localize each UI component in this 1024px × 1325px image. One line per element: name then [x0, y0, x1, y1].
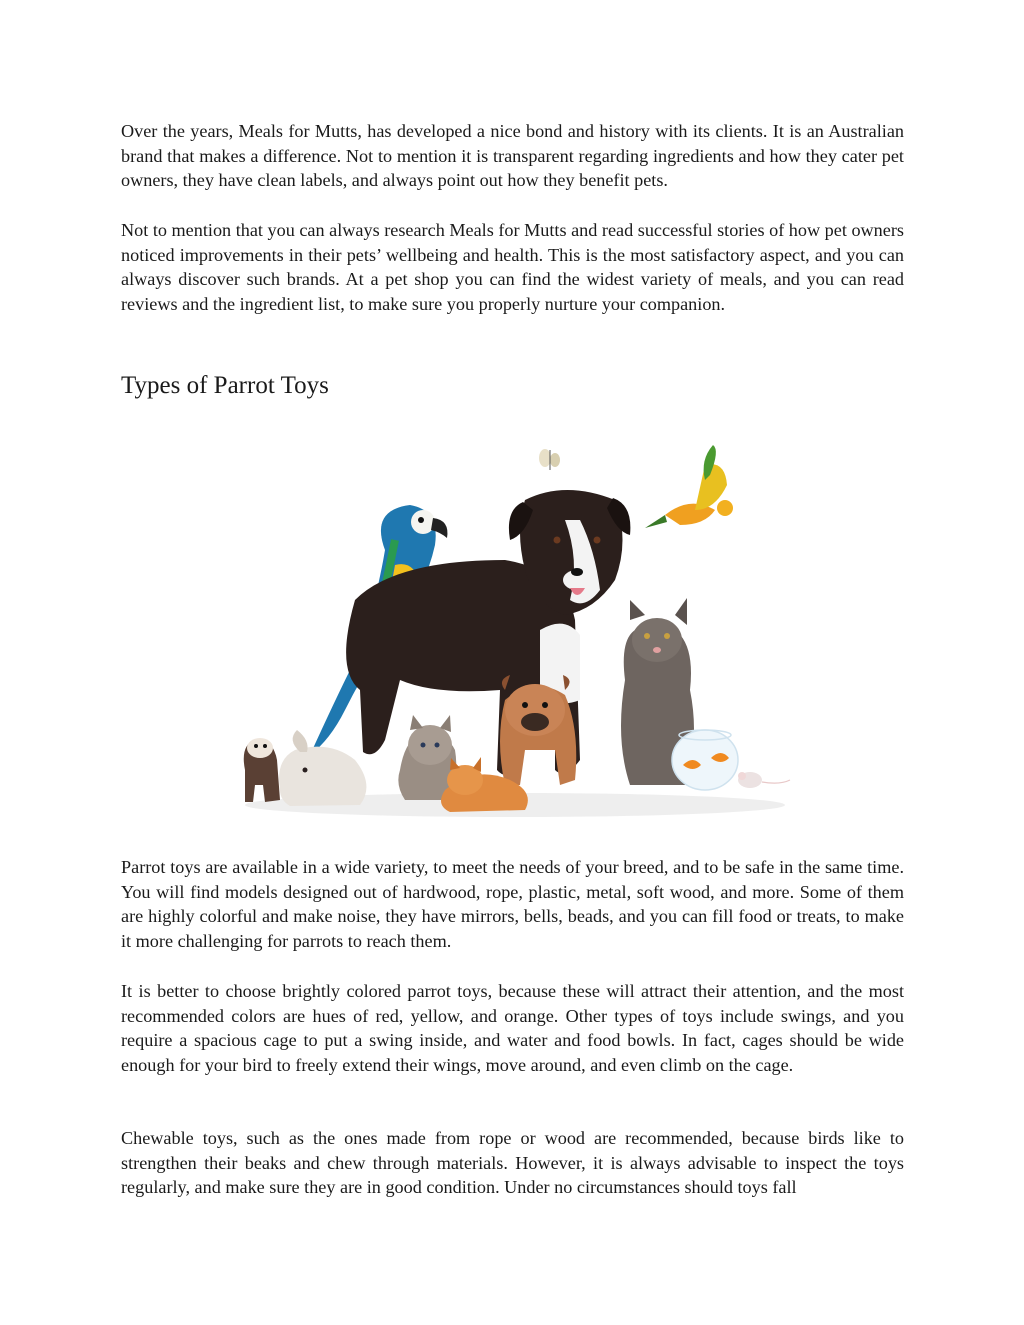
pets-group-photo: [235, 440, 800, 830]
fishbowl-icon: [672, 730, 738, 790]
section-heading: Types of Parrot Toys: [121, 372, 329, 399]
paragraph-meals-for-mutts-history: Over the years, Meals for Mutts, has developed a nice bond and history with its clients. It is an Australian brand that makes a difference. Not to mention it is transparent regarding ingredients and how they cater pet owners, they have clean labels, and always point out how they benefit pets.: [121, 121, 904, 191]
paragraph-meals-for-mutts-research: Not to mention that you can always research Meals for Mutts and read successful stories of how pet owners noticed improvements in their pets’ wellbeing and health. This is the most satisfactory aspect, and you can always discover such brands. At a pet shop you can find the widest variety of meals, and you can read reviews and the ingredient list, to make sure you properly nurture your companion.: [121, 220, 904, 314]
paragraph-brightly-colored-toys: It is better to choose brightly colored parrot toys, because these will attract their attention, and the most recommended colors are hues of red, yellow, and orange. Other types of toys include swings, and you require a spacious cage to put a swing inside, and water and food bowls. In fact, cages should be wide enough for your bird to freely extend their wings, move around, and even climb on the cage.: [121, 981, 904, 1075]
ferret-icon: [244, 738, 280, 802]
flying-parrot-icon: [645, 445, 733, 528]
paragraph-chewable-toys: Chewable toys, such as the ones made from rope or wood are recommended, because birds like to strengthen their beaks and chew through materials. However, it is always advisable to inspect the toys regularly, and make sure they are in good condition. Under no circumstances should toys fall: [121, 1128, 904, 1198]
kitten-icon: [398, 715, 456, 800]
butterfly-icon: [539, 449, 560, 470]
mouse-icon: [738, 772, 790, 788]
paragraph-parrot-toy-variety: Parrot toys are available in a wide variety, to meet the needs of your breed, and to be safe in the same time. You will find models designed out of hardwood, rope, plastic, metal, soft wood, and more. Some of them are highly colorful and make noise, they have mirrors, bells, beads, and you can fill food or treats, to make it more challenging for parrots to reach them.: [121, 857, 904, 951]
